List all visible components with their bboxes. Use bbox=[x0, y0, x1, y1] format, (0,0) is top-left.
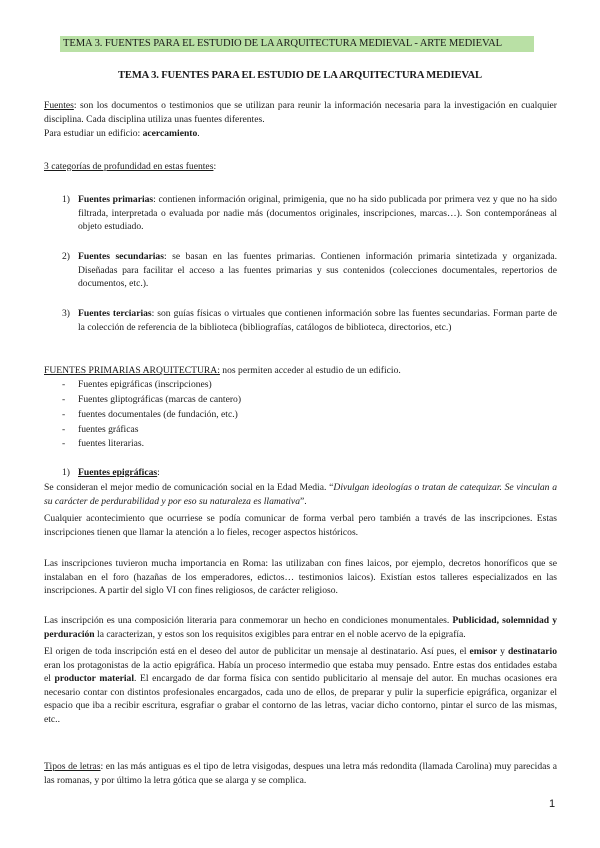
epigraficas-paragraph-4: Las inscripción es una composición literaria para conmemorar un hecho en condiciones monumentales. Publicidad, solemnidad y perduración la caracterizan, y estos son los requisitos exigibles para entrar en el noble acervo de la epigrafía. bbox=[44, 615, 557, 640]
list-item: fuentes gráficas bbox=[78, 424, 139, 435]
page-number: 1 bbox=[549, 798, 556, 810]
list-number: 3) bbox=[62, 308, 70, 319]
list-number: 1) bbox=[62, 467, 70, 478]
list-bullet: - bbox=[62, 379, 66, 390]
primarias-heading: FUENTES PRIMARIAS ARQUITECTURA: nos permiten acceder al estudio de un edificio. bbox=[44, 365, 401, 376]
intro-definition: Fuentes: son los documentos o testimonios que se utilizan para reunir la información necesaria para la investigación en cualquier disciplina. Cada disciplina utiliza unas fuentes diferentes. bbox=[44, 100, 557, 125]
category-item-primarias: Fuentes primarias: contienen información original, primigenia, que no ha sido publicada por primera vez y que no ha sido filtrada, interpretada o evaluada por nadie más (documentos originales, inscripciones, marcas…). Son contemporáneas al objeto estudiado. bbox=[78, 194, 557, 233]
page-title: TEMA 3. FUENTES PARA EL ESTUDIO DE LA ARQUITECTURA MEDIEVAL bbox=[118, 70, 482, 81]
epigraficas-paragraph-1: Se consideran el mejor medio de comunicación social en la Edad Media. “Divulgan ideologías o tratan de catequizar. Se vinculan a su carácter de perdurabilidad y por eso su naturaleza es llamativa”. bbox=[44, 482, 557, 507]
epigraficas-heading: Fuentes epigráficas: bbox=[78, 467, 160, 478]
header-banner: TEMA 3. FUENTES PARA EL ESTUDIO DE LA ARQUITECTURA MEDIEVAL - ARTE MEDIEVAL bbox=[60, 36, 534, 52]
intro-approach: Para estudiar un edificio: acercamiento. bbox=[44, 128, 200, 139]
list-item: Fuentes epigráficas (inscripciones) bbox=[78, 379, 212, 390]
list-number: 2) bbox=[62, 251, 70, 262]
intro-term: Fuentes bbox=[44, 100, 74, 111]
list-item: Fuentes gliptográficas (marcas de cantero) bbox=[78, 394, 242, 405]
epigraficas-paragraph-3: Las inscripciones tuvieron mucha importancia en Roma: las utilizaban con fines laicos, por ejemplo, decretos honoríficos que se instalaban en el foro (hazañas de los emperadores, edictos… testimonios laicos). Existían estos talleres especializados en las inscripciones. A partir del siglo VI con fines religiosos, de carácter religioso. bbox=[44, 558, 557, 597]
categories-heading: 3 categorías de profundidad en estas fuentes: bbox=[44, 161, 217, 172]
list-bullet: - bbox=[62, 409, 66, 420]
list-number: 1) bbox=[62, 194, 70, 205]
epigraficas-paragraph-2: Cualquier acontecimiento que ocurriese se podía comunicar de forma verbal pero también a través de las inscripciones. Estas inscripciones tienen que llamar la atención a lo fieles, recoger aspectos históricos. bbox=[44, 513, 557, 538]
category-item-secundarias: Fuentes secundarias: se basan en las fuentes primarias. Contienen información primaria sintetizada y organizada. Diseñadas para facilitar el acceso a las fuentes primarias y sus contenidos (colecciones documentales, repertorios de documentos, etc.). bbox=[78, 251, 557, 290]
list-bullet: - bbox=[62, 424, 66, 435]
list-bullet: - bbox=[62, 438, 66, 449]
list-item: fuentes documentales (de fundación, etc.) bbox=[78, 409, 238, 420]
list-item: fuentes literarias. bbox=[78, 438, 145, 449]
list-bullet: - bbox=[62, 394, 66, 405]
epigraficas-paragraph-5: El origen de toda inscripción está en el deseo del autor de publicitar un mensaje al destinatario. Así pues, el emisor y destinatario eran los protagonistas de la actio epigráfica. Había un proceso intermedio que estaba muy pensado. Entre estas dos entidades estaba el productor material. El encargado de dar forma física con sentido publicitario al mensaje del autor. En muchas ocasiones era necesario contar con distintos profesionales encargados, cada uno de ellos, de preparar y pulir la superficie epigráfica, organizar el espacio que iba a recibir escritura, esgrafiar o grabar el contorno de las letras, vaciar dicho contorno, pintar el surco de las mismas, etc.. bbox=[44, 646, 557, 725]
tipos-de-letras: Tipos de letras: en las más antiguas es el tipo de letra visigodas, despues una letra más redondita (llamada Carolina) muy parecidas a las romanas, y por último la letra gótica que se alarga y se complica. bbox=[44, 761, 557, 786]
category-item-terciarias: Fuentes terciarias: son guías físicas o virtuales que contienen información sobre las fuentes secundarias. Forman parte de la colección de referencia de la biblioteca (bibliografías, catálogos de biblioteca, directorios, etc.) bbox=[78, 308, 557, 333]
